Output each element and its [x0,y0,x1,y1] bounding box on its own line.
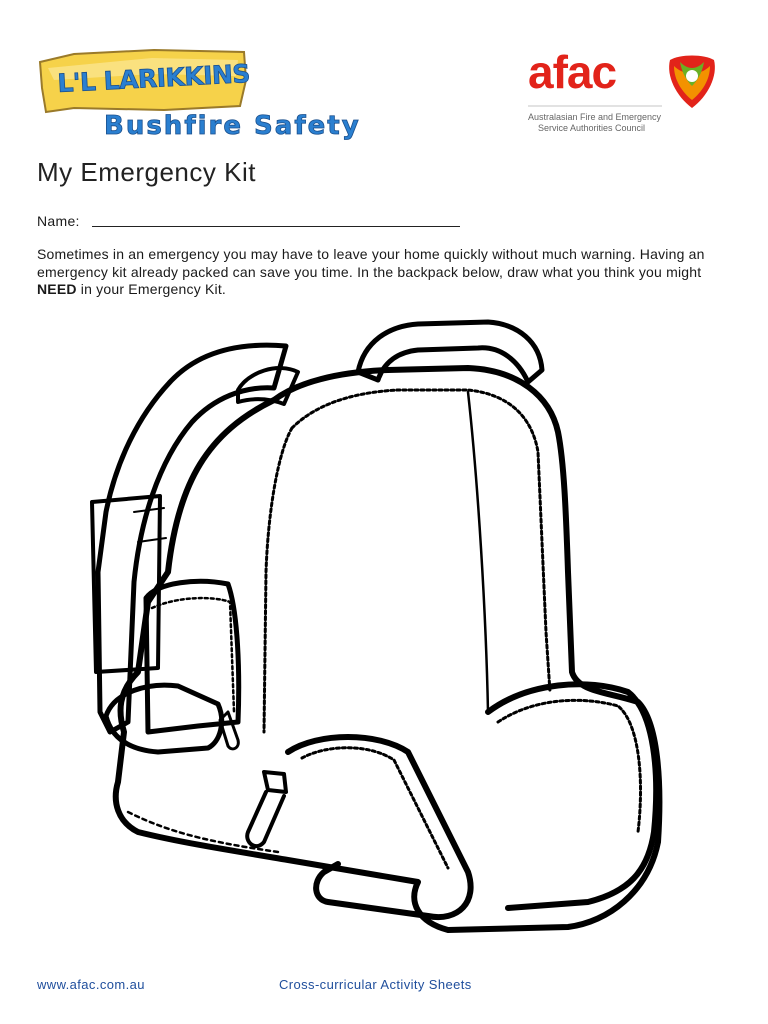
afac-emblem-icon [669,56,715,109]
intro-paragraph [37,246,737,299]
larikkins-logo [34,40,394,150]
backpack-illustration [88,312,668,952]
name-field-line[interactable] [92,226,460,227]
pocket-zipper-pull [220,712,238,749]
footer-series-text: Cross-curricular Activity Sheets [279,977,472,992]
intro-bold-need: NEED [37,281,77,297]
afac-logo [526,48,746,148]
afac-wordmark: afac [528,48,617,98]
footer-website-link[interactable]: www.afac.com.au [37,977,145,992]
right-flap [488,684,656,908]
afac-fullname-line2: Service Authorities Council [538,123,646,133]
intro-text-end: in your Emergency Kit. [76,281,227,297]
page-title: My Emergency Kit [37,157,256,187]
brand-subtitle-text: Bushfire Safety [104,111,361,141]
front-zipper-seam [292,390,550,692]
main-zipper-pull [247,772,286,846]
name-label: Name: [37,213,80,229]
shoulder-strap [98,345,286,732]
intro-text-start: Sometimes in an emergency you may have to leave your home quickly without much warning. Having an emergency kit already packed can save you time. In the backpack below, draw what you think you might [37,246,705,280]
afac-fullname-line1: Australasian Fire and Emergency [528,112,662,122]
backpack-body [116,368,660,930]
front-bottom-panel [288,737,471,917]
brand-name-text: L'L LARIKKINS [56,58,251,98]
